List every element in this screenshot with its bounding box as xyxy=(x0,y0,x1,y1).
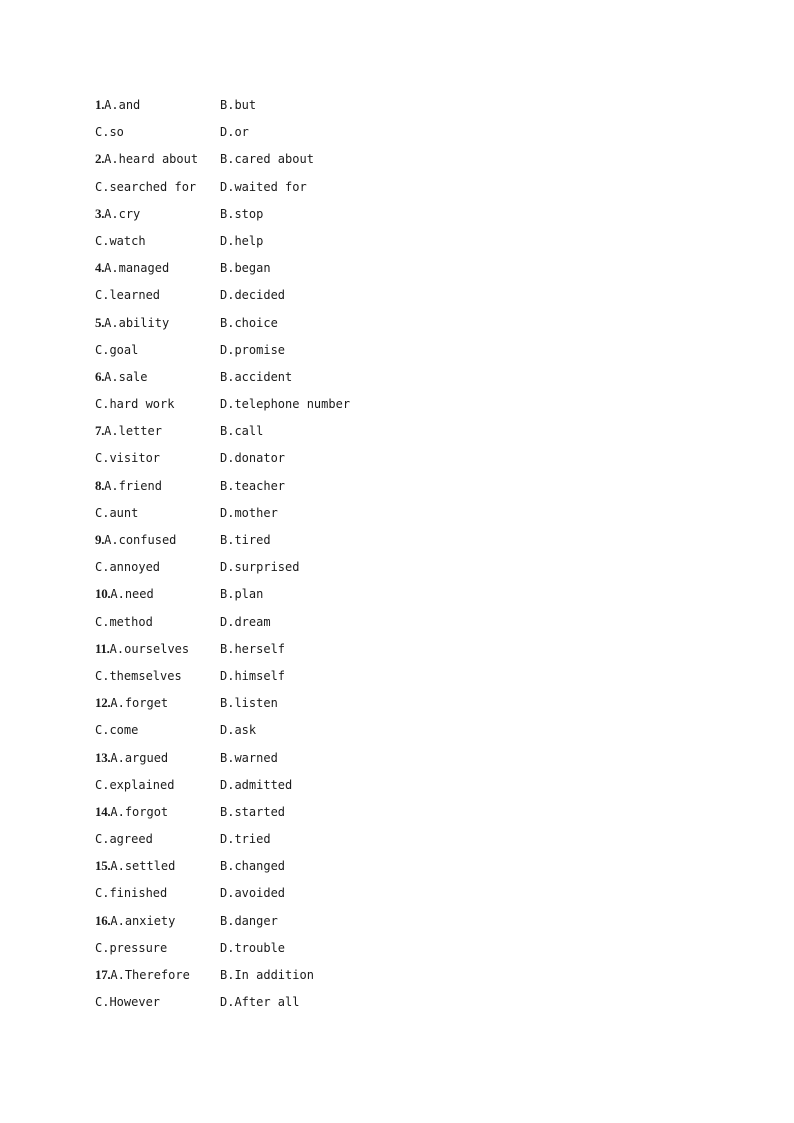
option-b xyxy=(220,369,292,385)
option-letter: C. xyxy=(95,451,110,466)
option-b xyxy=(220,858,285,874)
option-letter: A. xyxy=(110,696,125,711)
option-letter: C. xyxy=(95,125,110,140)
option-c xyxy=(95,124,124,140)
option-letter: A. xyxy=(104,152,119,167)
option-letter: D. xyxy=(220,342,235,357)
option-letter: D. xyxy=(220,886,235,901)
option-text: ability xyxy=(118,315,170,330)
option-text: hard work xyxy=(109,397,175,412)
option-letter: A. xyxy=(110,913,125,928)
option-text: friend xyxy=(118,478,162,493)
question-number: 7. xyxy=(95,423,105,439)
option-c xyxy=(95,831,153,847)
option-row-cd xyxy=(95,668,695,695)
option-letter: B. xyxy=(220,261,235,276)
option-letter: D. xyxy=(220,832,235,847)
option-text: Therefore xyxy=(124,968,190,982)
option-d xyxy=(220,614,271,630)
question-number: 8. xyxy=(95,477,105,493)
option-text: himself xyxy=(234,668,286,683)
option-letter: D. xyxy=(220,723,235,738)
option-letter: A. xyxy=(104,261,119,276)
option-letter: B. xyxy=(220,696,235,711)
option-letter: C. xyxy=(95,886,110,901)
option-c xyxy=(95,233,146,249)
question-number: 5. xyxy=(95,314,105,330)
option-row-cd xyxy=(95,450,695,477)
option-a xyxy=(95,315,169,331)
option-d xyxy=(220,722,256,738)
option-c xyxy=(95,342,138,358)
option-row-cd xyxy=(95,722,695,749)
question-number: 17. xyxy=(95,967,111,982)
option-text: ask xyxy=(234,723,257,738)
option-letter: C. xyxy=(95,288,110,303)
option-a xyxy=(95,151,198,167)
option-b xyxy=(220,151,314,167)
option-letter: C. xyxy=(95,723,110,738)
option-d xyxy=(220,505,278,521)
option-letter: D. xyxy=(220,288,235,303)
option-d xyxy=(220,831,271,847)
option-a xyxy=(95,695,168,711)
option-letter: D. xyxy=(220,940,235,955)
option-letter: A. xyxy=(110,587,125,602)
option-text: method xyxy=(109,614,153,629)
question-number: 10. xyxy=(95,586,111,602)
option-a xyxy=(95,478,162,494)
option-text: anxiety xyxy=(124,913,176,928)
option-a xyxy=(95,206,140,222)
option-b xyxy=(220,532,271,548)
option-a xyxy=(95,804,168,820)
option-letter: B. xyxy=(220,859,235,874)
question-number: 3. xyxy=(95,205,105,221)
option-d xyxy=(220,994,299,1010)
option-letter: A. xyxy=(104,533,119,547)
option-text: so xyxy=(109,125,124,140)
option-text: heard about xyxy=(118,152,199,167)
question-block xyxy=(95,97,695,151)
option-text: and xyxy=(118,98,141,112)
option-c xyxy=(95,722,138,738)
option-text: ourselves xyxy=(124,641,190,656)
option-text: telephone number xyxy=(234,397,351,412)
option-letter: D. xyxy=(220,179,235,194)
option-text: confused xyxy=(118,533,177,547)
option-letter: B. xyxy=(220,369,235,384)
option-row-cd xyxy=(95,396,695,423)
option-letter: C. xyxy=(95,505,110,520)
option-b xyxy=(220,695,278,711)
option-row-ab xyxy=(95,315,695,342)
option-d xyxy=(220,885,285,901)
question-block xyxy=(95,532,695,586)
question-block xyxy=(95,695,695,749)
question-number: 16. xyxy=(95,912,111,928)
option-text: watch xyxy=(109,233,146,248)
option-row-cd xyxy=(95,124,695,151)
option-letter: D. xyxy=(220,560,235,575)
option-row-ab xyxy=(95,532,695,559)
option-letter: C. xyxy=(95,233,110,248)
option-row-cd xyxy=(95,777,695,804)
option-letter: D. xyxy=(220,397,235,412)
option-letter: D. xyxy=(220,777,235,792)
question-block xyxy=(95,369,695,423)
option-d xyxy=(220,940,285,956)
option-text: mother xyxy=(234,505,278,520)
option-c xyxy=(95,885,167,901)
option-text: goal xyxy=(109,342,139,357)
option-letter: A. xyxy=(104,369,119,384)
option-text: herself xyxy=(234,641,286,656)
option-letter: D. xyxy=(220,995,235,1010)
option-letter: B. xyxy=(220,804,235,819)
option-row-ab xyxy=(95,369,695,396)
question-block xyxy=(95,260,695,314)
option-row-cd xyxy=(95,179,695,206)
option-letter: B. xyxy=(220,587,235,602)
option-letter: B. xyxy=(220,98,235,112)
option-b xyxy=(220,967,314,983)
option-letter: A. xyxy=(104,315,119,330)
option-d xyxy=(220,777,292,793)
option-text: promise xyxy=(234,342,286,357)
option-text: managed xyxy=(118,261,170,276)
option-letter: C. xyxy=(95,614,110,629)
option-letter: B. xyxy=(220,478,235,493)
option-a xyxy=(95,750,168,766)
option-text: themselves xyxy=(109,668,182,683)
option-text: surprised xyxy=(234,560,300,575)
option-text: started xyxy=(234,804,286,819)
option-c xyxy=(95,777,174,793)
option-letter: B. xyxy=(220,641,235,656)
option-letter: D. xyxy=(220,505,235,520)
option-letter: D. xyxy=(220,614,235,629)
option-text: In addition xyxy=(234,968,314,982)
question-number: 15. xyxy=(95,858,111,874)
option-a xyxy=(95,641,189,657)
question-number: 12. xyxy=(95,695,111,711)
option-row-ab xyxy=(95,260,695,287)
option-c xyxy=(95,396,174,412)
question-block xyxy=(95,804,695,858)
option-text: sale xyxy=(118,369,148,384)
question-block xyxy=(95,913,695,967)
option-letter: C. xyxy=(95,179,110,194)
option-text: forget xyxy=(124,696,169,711)
option-a xyxy=(95,967,190,983)
option-row-ab xyxy=(95,750,695,777)
option-a xyxy=(95,532,176,548)
option-text: changed xyxy=(234,859,286,874)
option-row-ab xyxy=(95,206,695,233)
question-number: 1. xyxy=(95,97,105,112)
option-d xyxy=(220,668,285,684)
option-letter: B. xyxy=(220,913,235,928)
option-text: However xyxy=(109,995,161,1010)
question-number: 13. xyxy=(95,749,111,765)
question-number: 9. xyxy=(95,532,105,547)
option-letter: A. xyxy=(110,750,125,765)
option-text: decided xyxy=(234,288,286,303)
option-row-cd xyxy=(95,342,695,369)
option-letter: A. xyxy=(110,804,125,819)
question-number: 4. xyxy=(95,260,105,276)
option-b xyxy=(220,423,263,439)
option-b xyxy=(220,586,263,602)
option-row-cd xyxy=(95,505,695,532)
question-block xyxy=(95,858,695,912)
option-row-ab xyxy=(95,858,695,885)
option-text: admitted xyxy=(234,777,293,792)
option-d xyxy=(220,342,285,358)
option-row-cd xyxy=(95,885,695,912)
option-c xyxy=(95,559,160,575)
question-block xyxy=(95,423,695,477)
option-text: settled xyxy=(124,859,176,874)
option-letter: D. xyxy=(220,451,235,466)
option-text: finished xyxy=(109,886,168,901)
option-letter: B. xyxy=(220,968,235,982)
question-block xyxy=(95,641,695,695)
option-letter: C. xyxy=(95,668,110,683)
option-b xyxy=(220,641,285,657)
option-c xyxy=(95,179,196,195)
option-letter: A. xyxy=(104,478,119,493)
option-d xyxy=(220,233,263,249)
option-row-cd xyxy=(95,559,695,586)
option-d xyxy=(220,124,249,140)
option-text: agreed xyxy=(109,832,153,847)
option-a xyxy=(95,858,175,874)
option-text: letter xyxy=(118,424,162,439)
option-text: tired xyxy=(234,533,271,547)
option-d xyxy=(220,450,285,466)
option-text: trouble xyxy=(234,940,286,955)
question-number: 14. xyxy=(95,803,111,819)
option-text: explained xyxy=(109,777,175,792)
option-text: began xyxy=(234,261,271,276)
option-letter: A. xyxy=(104,206,119,221)
option-text: waited for xyxy=(234,179,307,194)
option-b xyxy=(220,206,263,222)
option-text: choice xyxy=(234,315,278,330)
option-row-cd xyxy=(95,994,695,1021)
option-letter: A. xyxy=(104,98,119,112)
option-row-ab xyxy=(95,478,695,505)
option-b xyxy=(220,804,285,820)
option-row-cd xyxy=(95,940,695,967)
option-letter: C. xyxy=(95,397,110,412)
option-row-cd xyxy=(95,287,695,314)
option-c xyxy=(95,450,160,466)
option-letter: B. xyxy=(220,533,235,547)
option-text: avoided xyxy=(234,886,286,901)
option-text: visitor xyxy=(109,451,161,466)
option-row-ab xyxy=(95,967,695,994)
option-letter: C. xyxy=(95,995,110,1010)
option-c xyxy=(95,940,167,956)
option-text: dream xyxy=(234,614,271,629)
option-text: listen xyxy=(234,696,278,711)
option-text: teacher xyxy=(234,478,286,493)
option-b xyxy=(220,750,278,766)
option-d xyxy=(220,559,299,575)
option-row-ab xyxy=(95,695,695,722)
option-d xyxy=(220,287,285,303)
option-c xyxy=(95,668,182,684)
option-letter: C. xyxy=(95,832,110,847)
option-a xyxy=(95,913,175,929)
option-letter: D. xyxy=(220,233,235,248)
question-number: 11. xyxy=(95,640,110,656)
option-letter: A. xyxy=(109,641,125,656)
option-text: or xyxy=(234,125,249,140)
option-letter: B. xyxy=(220,750,235,765)
option-text: cared about xyxy=(234,152,314,167)
option-text: plan xyxy=(234,587,264,602)
option-text: warned xyxy=(234,750,278,765)
option-a xyxy=(95,260,169,276)
option-text: After all xyxy=(234,995,300,1010)
option-b xyxy=(220,260,271,276)
option-text: help xyxy=(234,233,264,248)
option-letter: C. xyxy=(95,560,110,575)
option-text: come xyxy=(109,723,139,738)
question-block xyxy=(95,315,695,369)
option-text: need xyxy=(124,587,154,602)
option-letter: B. xyxy=(220,315,235,330)
option-text: cry xyxy=(118,206,141,221)
option-letter: A. xyxy=(110,859,125,874)
option-row-ab xyxy=(95,423,695,450)
option-d xyxy=(220,396,350,412)
option-c xyxy=(95,994,160,1010)
option-letter: B. xyxy=(220,152,235,167)
option-text: stop xyxy=(234,206,264,221)
option-text: tried xyxy=(234,832,271,847)
option-b xyxy=(220,315,278,331)
option-letter: C. xyxy=(95,940,110,955)
option-row-cd xyxy=(95,233,695,260)
option-letter: D. xyxy=(220,668,235,683)
answer-options-sheet xyxy=(95,97,695,1021)
option-text: danger xyxy=(234,913,278,928)
option-letter: C. xyxy=(95,342,110,357)
option-row-cd xyxy=(95,831,695,858)
option-d xyxy=(220,179,307,195)
option-letter: B. xyxy=(220,424,235,439)
question-block xyxy=(95,206,695,260)
question-block xyxy=(95,478,695,532)
option-text: argued xyxy=(124,750,169,765)
option-row-ab xyxy=(95,97,695,124)
option-text: annoyed xyxy=(109,560,161,575)
option-letter: D. xyxy=(220,125,235,140)
option-b xyxy=(220,97,256,113)
option-text: donator xyxy=(234,451,286,466)
option-text: aunt xyxy=(109,505,139,520)
option-letter: A. xyxy=(104,424,119,439)
option-letter: B. xyxy=(220,206,235,221)
question-block xyxy=(95,750,695,804)
option-b xyxy=(220,913,278,929)
option-c xyxy=(95,505,138,521)
option-text: pressure xyxy=(109,940,168,955)
option-text: learned xyxy=(109,288,161,303)
option-text: forgot xyxy=(124,804,169,819)
option-c xyxy=(95,614,153,630)
option-b xyxy=(220,478,285,494)
option-a xyxy=(95,369,148,385)
question-block xyxy=(95,586,695,640)
option-a xyxy=(95,423,162,439)
question-number: 2. xyxy=(95,151,105,167)
option-letter: A. xyxy=(110,968,125,982)
option-row-ab xyxy=(95,804,695,831)
option-text: but xyxy=(234,98,257,112)
question-block xyxy=(95,151,695,205)
option-text: searched for xyxy=(109,179,197,194)
option-a xyxy=(95,97,140,113)
option-a xyxy=(95,586,154,602)
option-row-ab xyxy=(95,641,695,668)
question-number: 6. xyxy=(95,368,105,384)
option-row-cd xyxy=(95,614,695,641)
option-row-ab xyxy=(95,913,695,940)
option-row-ab xyxy=(95,151,695,178)
option-letter: C. xyxy=(95,777,110,792)
option-c xyxy=(95,287,160,303)
question-block xyxy=(95,967,695,1021)
option-row-ab xyxy=(95,586,695,613)
option-text: call xyxy=(234,424,264,439)
option-text: accident xyxy=(234,369,293,384)
